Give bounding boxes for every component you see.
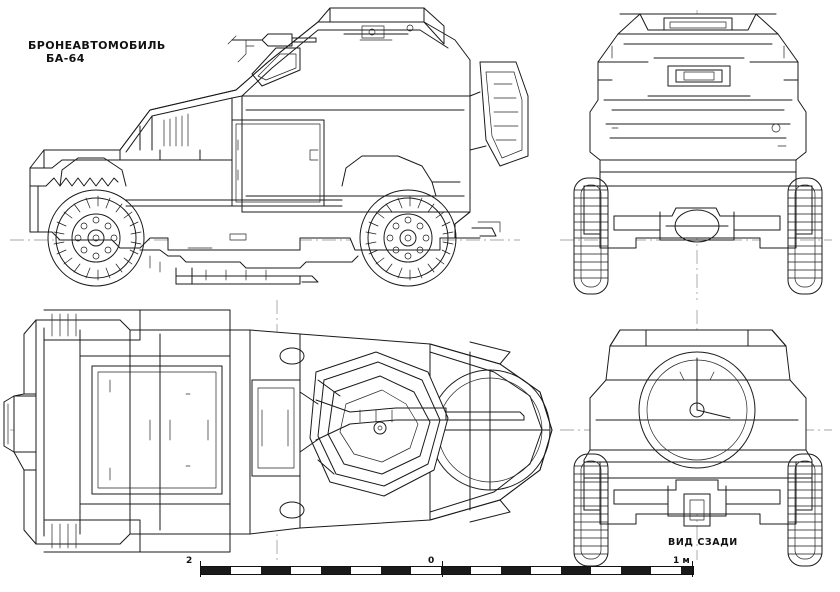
drawing-title [28, 26, 166, 78]
rear-view-label: ВИД СЗАДИ [668, 537, 738, 548]
scale-bar [186, 556, 706, 582]
rear-view [574, 330, 822, 566]
scale-bar-graphic [200, 566, 694, 575]
drawing-title-line2: БА-64 [46, 52, 85, 65]
scale-label-1: 0 [428, 556, 435, 566]
scale-label-2: 1 м [673, 556, 690, 566]
scale-label-0: 2 [186, 556, 193, 566]
drawing-title-line1: БРОНЕАВТОМОБИЛЬ [28, 39, 166, 52]
top-view [4, 310, 552, 552]
front-view [574, 14, 822, 294]
